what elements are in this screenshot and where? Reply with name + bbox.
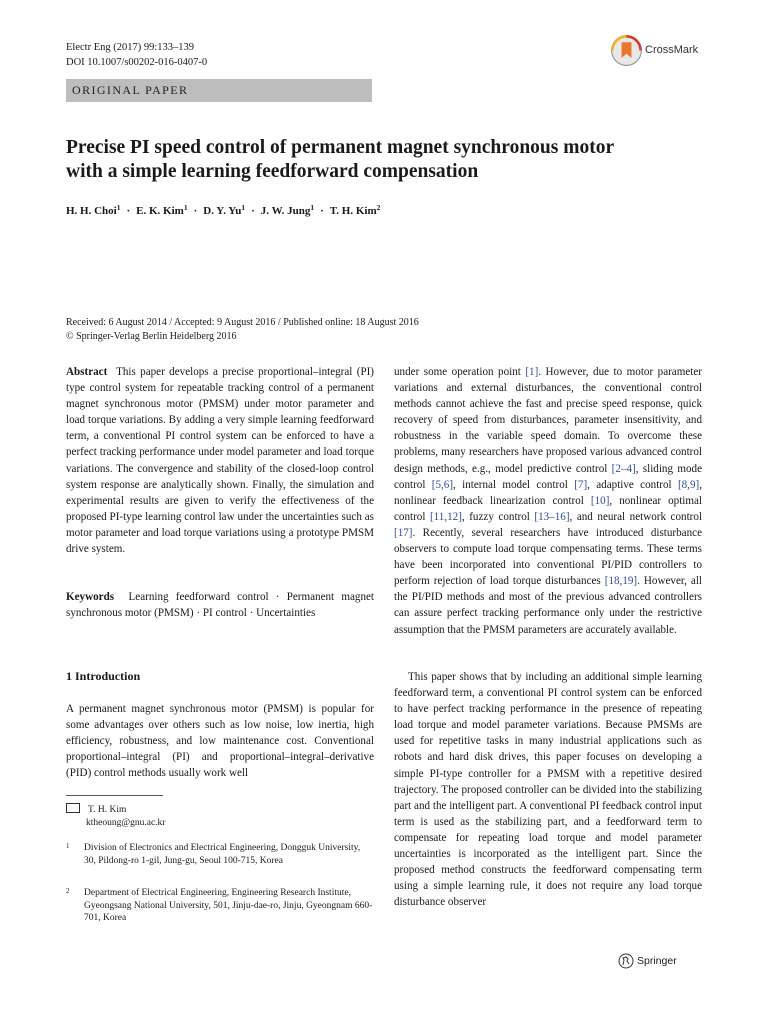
separator-dot: · xyxy=(320,205,324,217)
author-affiliation-mark: 1 xyxy=(241,203,246,212)
citation-link[interactable]: [13–16] xyxy=(534,510,570,523)
body-text: , internal model control xyxy=(453,478,575,491)
body-text: , and neural network control xyxy=(569,510,702,523)
section-heading-introduction: 1 Introduction xyxy=(66,669,141,683)
citation-link[interactable]: [8,9] xyxy=(677,478,700,491)
author-affiliation-mark: 1 xyxy=(183,203,188,212)
citation-link[interactable]: [5,6] xyxy=(431,478,454,491)
journal-citation xyxy=(66,40,207,70)
keywords-text: Learning feedforward control · Permanent magnet synchronous motor (PMSM) · PI control · Uncertainties xyxy=(66,591,374,620)
author-name: T. H. Kim xyxy=(329,205,377,217)
author-name: J. W. Jung xyxy=(260,205,311,217)
author-name: D. Y. Yu xyxy=(203,205,242,217)
body-text: . However, all the PI/PID methods and most of the previous advanced controllers can assure perfect tracking performance only under the restrictive assumption that the PMSM parameters are accurately available. xyxy=(394,575,703,636)
citation-link[interactable]: [11,12] xyxy=(429,510,462,523)
body-text: . Recently, several researchers have introduced disturbance observers to compute load torque compensating terms. These terms have been incorporated into conventional PI/PID controllers to perform rejection of load torque disturbances xyxy=(394,526,702,588)
affiliation-text: Department of Electrical Engineering, Engineering Research Institute, Gyeongsang National University, 501, Jinju-dae-ro, Jinju, Gyeongnam 660-701, Korea xyxy=(84,888,373,923)
title-line-1: Precise PI speed control of permanent magnet synchronous motor xyxy=(66,137,615,158)
citation-link[interactable]: [17] xyxy=(394,526,413,539)
body-text: , adaptive control xyxy=(587,478,678,491)
body-text: , nonlinear optimal control xyxy=(394,494,703,523)
crossmark-label: CrossMark xyxy=(645,44,699,56)
corresponding-author xyxy=(66,803,165,830)
envelope-icon xyxy=(66,803,80,813)
right-column-paragraph-1 xyxy=(394,364,702,638)
title-line-2: with a simple learning feedforward compensation xyxy=(66,161,479,182)
doi-line[interactable]: DOI 10.1007/s00202-016-0407-0 xyxy=(66,57,208,68)
author-name: H. H. Choi xyxy=(66,205,117,217)
keywords-label: Keywords xyxy=(66,591,115,603)
paper-title xyxy=(66,136,706,184)
introduction-paragraph: A permanent magnet synchronous motor (PMSM) is popular for some advantages over others such as low noise, low inertia, high efficiency, robustness, and low maintenance cost. Conventional proportional–integral (PI) and proportional–integral–derivative (PID) control methods usually work well xyxy=(66,703,374,780)
dates-line: Received: 6 August 2014 / Accepted: 9 August 2016 / Published online: 18 August 2016 xyxy=(66,317,419,328)
citation-link[interactable]: [2–4] xyxy=(611,462,636,475)
publication-history xyxy=(66,316,419,343)
body-text: , nonlinear feedback linearization control xyxy=(394,478,702,507)
affiliation-text: Division of Electronics and Electrical Engineering, Dongguk University, 30, Pildong-ro 1-gil, Jung-gu, Seoul 100-715, Korea xyxy=(84,843,361,866)
affiliation-1 xyxy=(66,842,374,882)
keywords xyxy=(66,589,374,621)
abstract xyxy=(66,364,374,557)
publisher-name: Springer xyxy=(637,955,677,967)
crossmark-icon xyxy=(610,34,643,67)
body-text: under some operation point xyxy=(394,366,526,378)
abstract-text: This paper develops a precise proportional–integral (PI) type control system for repeatable tracking control of a permanent magnet synchronous motor (PMSM) under motor parameter and load torque variations. By adding a very simple learning feedforward term, a conventional PI control system can be enforced to have a perfect tracking performance under model parameter and load torque variations. The convergence and stability of the closed-loop control system response are analytically shown. Finally, the simulation and experimental results are given to verify the effectiveness of the proposed PI-type learning control law under the uncertainties such as motor parameter and load torque variations using a prototype PMSM drive system. xyxy=(66,366,375,556)
copyright-line: © Springer-Verlag Berlin Heidelberg 2016 xyxy=(66,330,237,342)
separator-dot: · xyxy=(193,205,198,217)
author-affiliation-mark: 1 xyxy=(116,203,121,212)
abstract-label: Abstract xyxy=(66,366,108,378)
springer-horse-icon xyxy=(618,953,634,969)
citation-link[interactable]: [1] xyxy=(525,366,539,378)
article-type-label: ORIGINAL PAPER xyxy=(72,83,189,97)
citation-link[interactable]: [18,19] xyxy=(604,575,638,588)
corresponding-author-name: T. H. Kim xyxy=(88,805,127,815)
crossmark-badge[interactable] xyxy=(610,32,698,68)
right-column-paragraph-2: This paper shows that by including an additional simple learning feedforward term, a conventional PI control system can be enforced to have perfect tracking performance in the presence of repeating load torque and model parameter variations. Because PMSMs are used for repetitive tasks in many industrial applications such as robots and hard disk drives, this paper focuses on developing a simple PI-type controller for a PMSM with a repetitive desired trajectory. The proposed controller can be divided into the stabilizing part and the intelligent part. A conventional PI feedback control input term is used as the stabilizing part, and a feedforward term to compensate for repeating load torque and model parameter uncertainties is incorporated as the intelligent part. Since the proposed method constructs the feedforward compensating term using a simple learning rule, it does not require any load torque disturbance observer xyxy=(394,671,702,909)
author-list xyxy=(66,203,380,217)
body-text: . However, due to motor parameter variations and external disturbances, the conventional control methods cannot achieve the fast and precise speed response, quick recovery of speed from disturbances, parameter insensitivity, and robustness in the variable speed domain. To overcome these problems, many researchers have proposed various advanced control design methods, e.g., model predictive control xyxy=(394,366,702,475)
affiliation-number: 1 xyxy=(66,842,70,850)
publisher-footer xyxy=(618,953,677,969)
author-affiliation-mark: 1 xyxy=(310,203,315,212)
journal-volume-line: Electr Eng (2017) 99:133–139 xyxy=(66,42,195,53)
author-affiliation-mark: 2 xyxy=(376,203,381,212)
citation-link[interactable]: [7] xyxy=(574,478,588,491)
separator-dot: · xyxy=(251,205,255,217)
affiliation-2 xyxy=(66,887,374,927)
body-text: , fuzzy control xyxy=(461,510,535,523)
body-text: , sliding mode control xyxy=(394,462,702,491)
separator-dot: · xyxy=(126,205,131,217)
citation-link[interactable]: [10] xyxy=(590,494,610,507)
affiliation-number: 2 xyxy=(66,887,70,895)
corresponding-author-email[interactable]: ktheoung@gnu.ac.kr xyxy=(86,818,166,828)
footnote-rule xyxy=(66,795,163,796)
article-type-banner xyxy=(66,79,372,102)
author-name: E. K. Kim xyxy=(136,205,184,217)
